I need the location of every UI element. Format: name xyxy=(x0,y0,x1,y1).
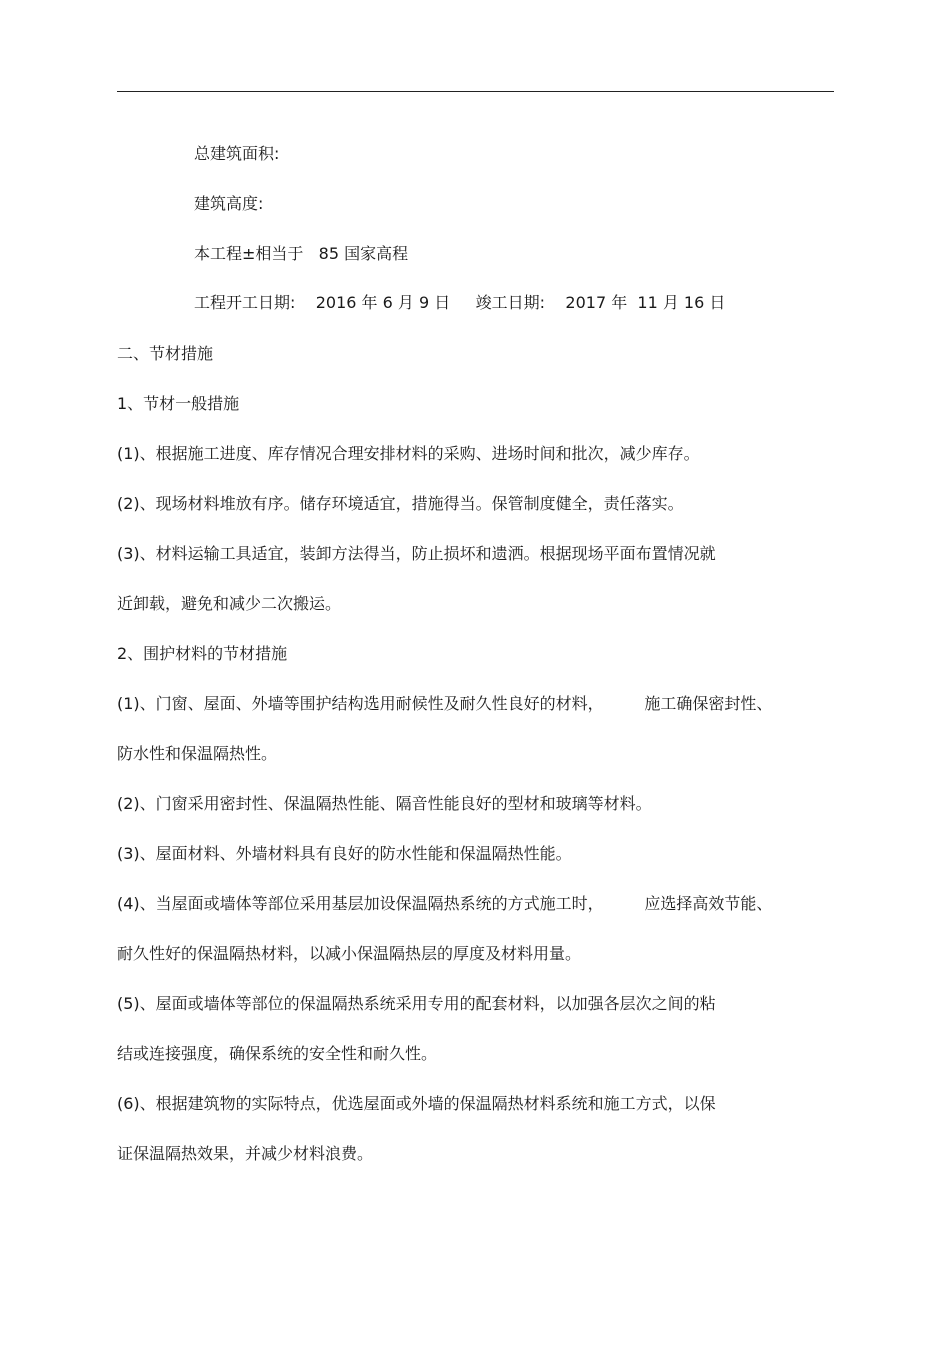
paragraph-text: 近卸载，避免和减少二次搬运。 xyxy=(117,594,342,613)
elevation-note: 本工程±相当于 85 国家高程 xyxy=(194,244,409,263)
paragraph-text: (2)、现场材料堆放有序。储存环境适宜，措施得当。保管制度健全，责任落实。 xyxy=(117,494,684,513)
section-heading-material-saving: 二、节材措施 xyxy=(117,344,214,363)
paragraph-text: (1)、根据施工进度、库存情况合理安排材料的采购、进场时间和批次，减少库存。 xyxy=(117,444,700,463)
paragraph-text: (3)、屋面材料、外墙材料具有良好的防水性能和保温隔热性能。 xyxy=(117,844,572,863)
subheading-envelope-measures: 2、围护材料的节材措施 xyxy=(117,644,288,663)
building-height-label: 建筑高度: xyxy=(194,194,264,213)
paragraph-text: (5)、屋面或墙体等部位的保温隔热系统采用专用的配套材料，以加强各层次之间的粘 xyxy=(117,994,716,1013)
paragraph-text: (6)、根据建筑物的实际特点，优选屋面或外墙的保温隔热材料系统和施工方式，以保 xyxy=(117,1094,716,1113)
paragraph-text: 耐久性好的保温隔热材料，以减小保温隔热层的厚度及材料用量。 xyxy=(117,944,582,963)
paragraph-text: 防水性和保温隔热性。 xyxy=(117,744,278,763)
paragraph-text: (4)、当屋面或墙体等部位采用基层加设保温隔热系统的方式施工时， 应选择高效节能、 xyxy=(117,894,773,913)
header-rule xyxy=(117,91,834,92)
paragraph-text: 证保温隔热效果，并减少材料浪费。 xyxy=(117,1144,374,1163)
subheading-general-measures: 1、节材一般措施 xyxy=(117,394,240,413)
schedule-dates: 工程开工日期: 2016 年 6 月 9 日 竣工日期: 2017 年 11 月 16 日 xyxy=(194,293,726,312)
paragraph-text: (1)、门窗、屋面、外墙等围护结构选用耐候性及耐久性良好的材料， 施工确保密封性、 xyxy=(117,694,773,713)
total-area-label: 总建筑面积: xyxy=(194,144,280,163)
paragraph-text: 结或连接强度，确保系统的安全性和耐久性。 xyxy=(117,1044,438,1063)
paragraph-text: (3)、材料运输工具适宜，装卸方法得当，防止损坏和遗洒。根据现场平面布置情况就 xyxy=(117,544,716,563)
paragraph-text: (2)、门窗采用密封性、保温隔热性能、隔音性能良好的型材和玻璃等材料。 xyxy=(117,794,652,813)
